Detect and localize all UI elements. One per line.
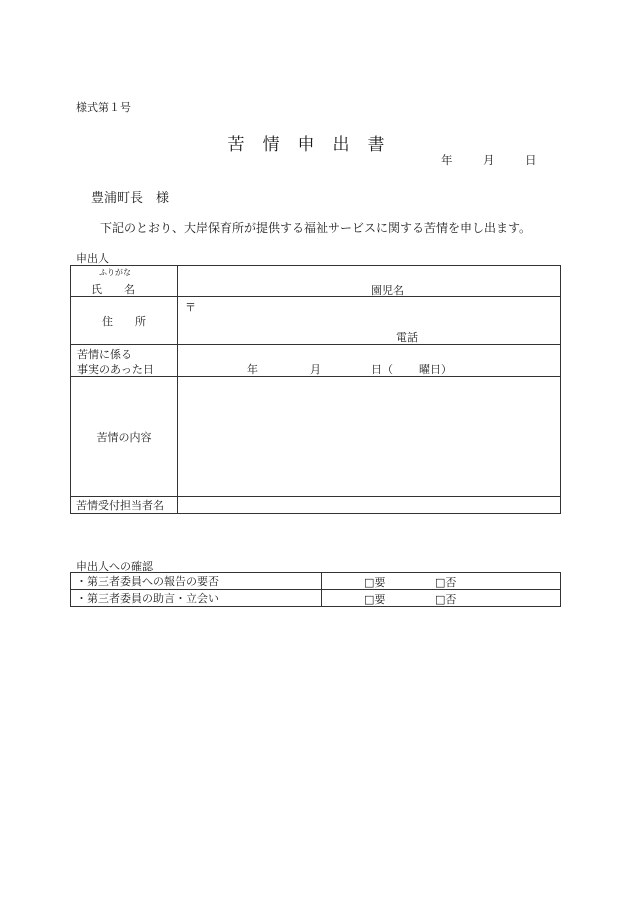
fact-date-label-line1: 苦情に係る	[77, 348, 132, 361]
content-field[interactable]	[178, 377, 561, 497]
content-row	[71, 377, 561, 497]
form-number: 様式第１号	[76, 101, 131, 114]
confirmation-row	[71, 590, 561, 607]
confirmation-table	[70, 572, 561, 607]
yes-checkbox[interactable]: □要	[364, 576, 386, 589]
name-label-cell	[71, 266, 178, 297]
address-field[interactable]	[178, 297, 561, 345]
fact-date-label-line2: 事実のあった日	[77, 363, 154, 376]
yes-checkbox[interactable]: □要	[364, 593, 386, 606]
fact-date-field[interactable]	[178, 345, 561, 377]
confirmation-options	[322, 573, 561, 590]
fact-date-label-cell	[71, 345, 178, 377]
confirmation-item: ・第三者委員への報告の要否	[71, 573, 322, 590]
name-field[interactable]	[178, 266, 561, 297]
receiver-label: 苦情受付担当者名	[71, 497, 178, 514]
confirmation-heading: 申出人への確認	[76, 560, 153, 573]
intro-text: 下記のとおり、大岸保育所が提供する福祉サービスに関する苦情を申し出ます。	[100, 221, 532, 235]
postal-mark: 〒	[185, 301, 196, 314]
no-checkbox[interactable]: □否	[435, 593, 457, 606]
fact-day-label: 日（	[371, 363, 393, 376]
receiver-row	[71, 497, 561, 514]
date-year-label: 年	[441, 153, 453, 167]
address-row	[71, 297, 561, 345]
name-label: 氏 名	[91, 283, 135, 296]
date-day-label: 日	[525, 153, 537, 167]
name-row	[71, 266, 561, 297]
no-checkbox[interactable]: □否	[435, 576, 457, 589]
receiver-field[interactable]	[178, 497, 561, 514]
fact-date-row	[71, 345, 561, 377]
confirmation-row	[71, 573, 561, 590]
address-label: 住 所	[71, 297, 178, 345]
applicant-heading: 申出人	[76, 252, 109, 265]
child-name-label: 園児名	[371, 284, 404, 297]
date-month-label: 月	[483, 153, 495, 167]
furigana-label: ふりがな	[99, 268, 131, 277]
content-label: 苦情の内容	[71, 377, 178, 497]
fact-weekday-label: 曜日）	[419, 363, 452, 376]
applicant-table	[70, 265, 561, 514]
page-title: 苦情申出書	[227, 135, 403, 155]
addressee: 豊浦町長 様	[91, 191, 170, 206]
fact-year-label: 年	[247, 363, 258, 376]
confirmation-item: ・第三者委員の助言・立会い	[71, 590, 322, 607]
fact-month-label: 月	[310, 363, 321, 376]
submission-date	[441, 152, 537, 168]
phone-label: 電話	[396, 331, 418, 344]
confirmation-options	[322, 590, 561, 607]
